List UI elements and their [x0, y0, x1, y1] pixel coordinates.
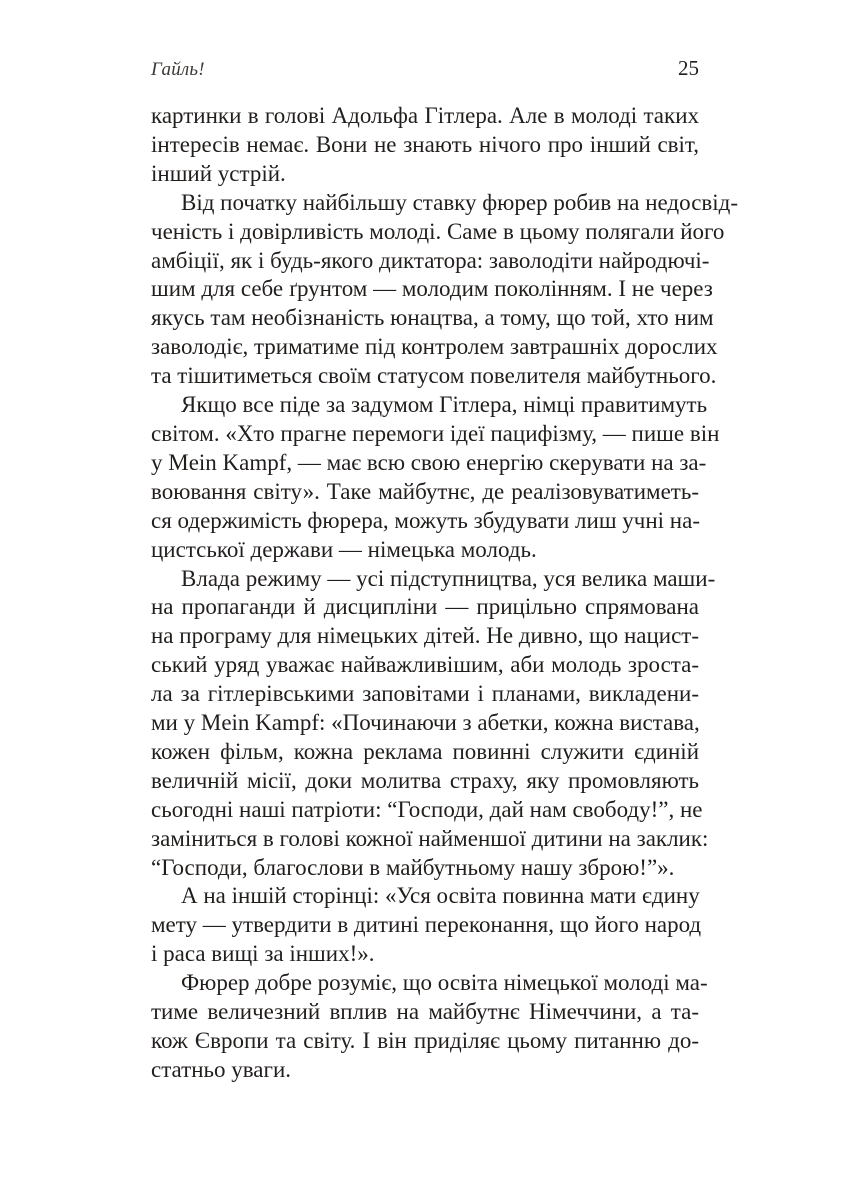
text-line: у Mein Kampf, — має всю свою енергію скерувати на за- — [151, 449, 707, 475]
text-line: заволодіє, триматиме під контролем завтрашніх дорослих — [151, 334, 718, 360]
text-line: і раса вищі за інших!». — [151, 941, 375, 967]
text-line: Якщо все піде за задумом Гітлера, німці правитимуть — [181, 392, 708, 418]
page-number: 25 — [678, 56, 699, 80]
text-line: амбіції, як і будь-якого диктатора: заволодіти найродючі- — [151, 247, 710, 273]
text-line: мету — утвердити в дитині переконання, що його народ — [151, 912, 702, 938]
text-line: “Господи, благослови в майбутньому нашу зброю!”». — [151, 854, 675, 880]
text-line: ченість і довірливість молоді. Саме в цьому полягали його — [151, 218, 725, 244]
text-line: якусь там необізнаність юнацтва, а тому, що той, хто ним — [151, 305, 714, 331]
text-line: кож Європи та світу. І він приділяє цьому питанню до- — [151, 1028, 699, 1053]
text-line: ся одержимість фюрера, можуть збудувати лиш учні на- — [151, 507, 700, 533]
paragraph — [151, 102, 699, 189]
text-line: Влада режиму — усі підступництва, уся велика маши- — [181, 565, 716, 591]
text-line: ський уряд уважає найважливішим, аби молодь зроста- — [151, 652, 699, 678]
paragraph — [151, 391, 720, 564]
text-line: Фюрер добре розуміє, що освіта німецької молоді ма- — [181, 970, 708, 996]
paragraph — [151, 565, 716, 883]
text-line: сьогодні наші патріоти: “Господи, дай нам свободу!”, не — [151, 796, 703, 822]
text-line: А на іншій сторінці: «Уся освіта повинна мати єдину — [181, 883, 700, 909]
text-line: ми у Mein Kampf: «Починаючи з абетки, кожна вистава, — [151, 710, 700, 736]
text-line: на програму для німецьких дітей. Не дивно, що нацист- — [151, 623, 699, 649]
text-line: світом. «Хто прагне перемоги ідеї пацифізму, — пише він — [151, 420, 720, 446]
text-line: шим для себе ґрунтом — молодим поколінням. І не через — [151, 276, 713, 302]
page-body — [151, 102, 739, 1085]
text-line: картинки в голові Адольфа Гітлера. Але в молоді таких — [151, 103, 699, 128]
paragraph — [151, 189, 739, 391]
text-line: ла за гітлерівськими заповітами і планами, викладени- — [151, 681, 699, 707]
text-line: цистської держави — німецька молодь. — [151, 536, 537, 562]
text-line: величній місії, доки молитва страху, яку промовляють — [151, 767, 699, 793]
text-line: на пропаганди й дисципліни — прицільно спрямована — [151, 594, 699, 620]
page-header — [151, 56, 699, 82]
text-line: інший устрій. — [151, 160, 286, 186]
text-line: кожен фільм, кожна реклама повинні служити єдиній — [151, 738, 699, 764]
text-line: воювання світу». Таке майбутнє, де реалізовуватиметь- — [151, 478, 699, 504]
running-title: Гайль! — [151, 59, 205, 80]
text-line: Від початку найбільшу ставку фюрер робив на недосвід- — [181, 189, 739, 215]
text-line: заміниться в голові кожної найменшої дитини на заклик: — [151, 825, 709, 851]
paragraph — [151, 969, 708, 1085]
text-line: тиме величезний вплив на майбутнє Німеччини, а та- — [151, 999, 699, 1025]
text-line: інтересів немає. Вони не знають нічого про інший світ, — [151, 131, 699, 157]
text-line: статньо уваги. — [151, 1056, 292, 1082]
paragraph — [151, 882, 702, 969]
text-line: та тішитиметься своїм статусом повелителя майбутнього. — [151, 363, 717, 389]
